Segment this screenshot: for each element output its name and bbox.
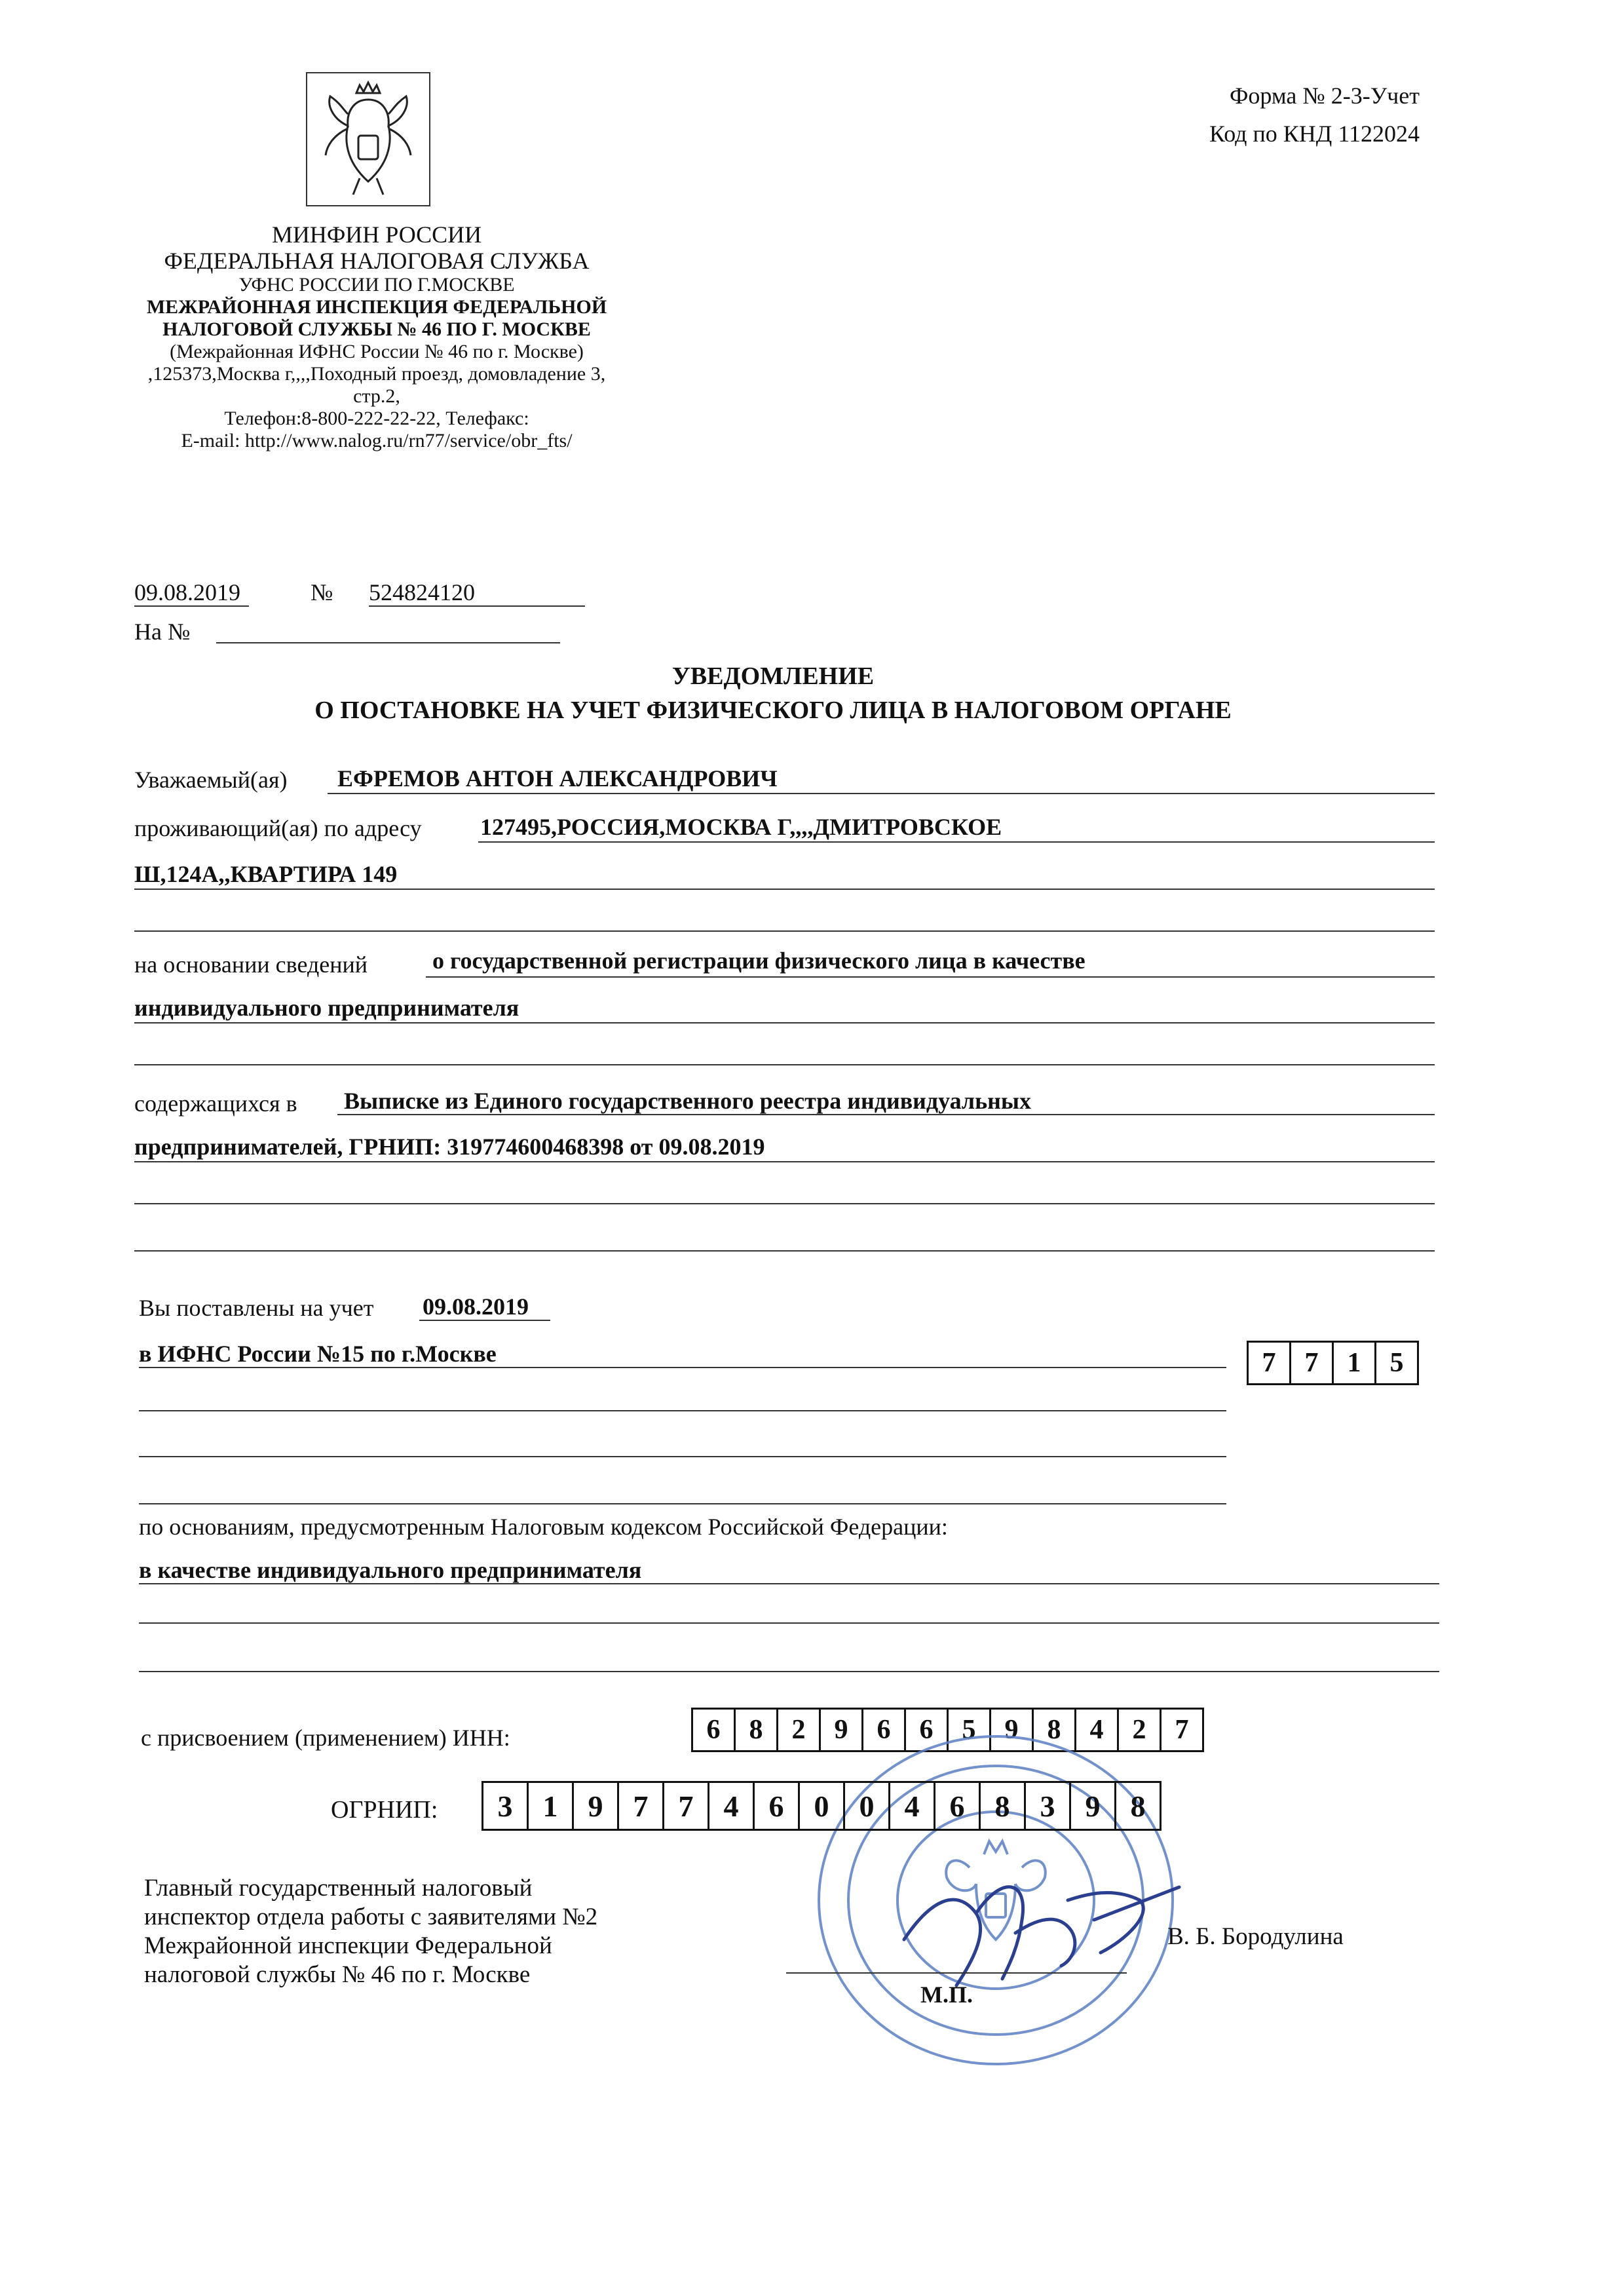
registration-date: 09.08.2019: [423, 1293, 529, 1320]
ogrnip-digit: 7: [617, 1781, 664, 1831]
address-line-1: 127495,РОССИЯ,МОСКВА Г,,,,ДМИТРОВСКОЕ: [480, 814, 1002, 840]
document-date: 09.08.2019: [134, 579, 240, 605]
authority-email: E-mail: http://www.nalog.ru/rn77/service/obr_fts/: [181, 430, 573, 451]
tax-office-code-digit: 7: [1247, 1341, 1291, 1385]
inn-digit: 4: [1074, 1708, 1119, 1752]
authority-address: ,125373,Москва г,,,,Походный проезд, домовладение 3,: [147, 363, 606, 385]
inn-digit: 5: [947, 1708, 991, 1752]
signer-position-line-4: налоговой службы № 46 по г. Москве: [144, 1961, 531, 1988]
form-knd-code: Код по КНД 1122024: [1209, 121, 1420, 147]
inn-digit: 6: [861, 1708, 906, 1752]
source-line-1: Выписке из Единого государственного реестра индивидуальных: [344, 1088, 1032, 1114]
form-number: Форма № 2-3-Учет: [1229, 83, 1420, 109]
document-number-label: №: [311, 579, 333, 605]
document-subtitle: О ПОСТАНОВКЕ НА УЧЕТ ФИЗИЧЕСКОГО ЛИЦА В НАЛОГОВОМ ОРГАНЕ: [314, 697, 1232, 724]
tax-office-name: в ИФНС России №15 по г.Москве: [139, 1341, 497, 1367]
reference-number-label: На №: [134, 619, 191, 645]
document-number: 524824120: [369, 579, 475, 605]
source-label: содержащихся в: [134, 1090, 297, 1117]
authority-phone: Телефон:8-800-222-22-22, Телефакс:: [224, 408, 529, 429]
authority-line-2: ФЕДЕРАЛЬНАЯ НАЛОГОВАЯ СЛУЖБА: [164, 248, 590, 274]
inn-digit: 7: [1160, 1708, 1204, 1752]
signer-name: В. Б. Бородулина: [1167, 1923, 1344, 1950]
address-line-2: Ш,124А,,КВАРТИРА 149: [134, 861, 398, 887]
ogrnip-digit: 4: [708, 1781, 755, 1831]
ogrnip-digit: 3: [482, 1781, 529, 1831]
inn-digit: 9: [989, 1708, 1034, 1752]
ogrnip-digit: 7: [662, 1781, 709, 1831]
ogrnip-digit: 9: [572, 1781, 619, 1831]
basis-line-1: о государственной регистрации физического лица в качестве: [432, 947, 1086, 974]
authority-line-1: МИНФИН РОССИИ: [271, 221, 482, 248]
signer-position-line-1: Главный государственный налоговый: [144, 1875, 533, 1902]
tax-office-code-digit: 1: [1332, 1341, 1376, 1385]
eagle-icon: [307, 73, 429, 205]
ogrnip-digit: 6: [753, 1781, 800, 1831]
inn-digit: 9: [819, 1708, 863, 1752]
ogrnip-digit: 9: [1069, 1781, 1116, 1831]
ogrnip-digits: [482, 1781, 1161, 1831]
ogrnip-label: ОГРНИП:: [331, 1796, 438, 1824]
stamp-place-label: М.П.: [920, 1981, 973, 2008]
address-label: проживающий(ая) по адресу: [134, 815, 422, 841]
document-title: УВЕДОМЛЕНИЕ: [671, 662, 875, 690]
inn-digit: 2: [1117, 1708, 1161, 1752]
addressee-label: Уважаемый(ая): [134, 767, 288, 793]
source-line-2: предпринимателей, ГРНИП: 319774600468398 от 09.08.2019: [134, 1134, 765, 1160]
inn-digit: 2: [776, 1708, 821, 1752]
ogrnip-digit: 0: [843, 1781, 890, 1831]
inn-digit: 8: [734, 1708, 778, 1752]
registration-label: Вы поставлены на учет: [139, 1295, 374, 1321]
tax-office-code: [1247, 1341, 1419, 1385]
grounds-line-1: в качестве индивидуального предпринимателя: [139, 1557, 642, 1583]
authority-header: [118, 221, 635, 452]
basis-label: на основании сведений: [134, 951, 368, 978]
authority-line-4: МЕЖРАЙОННАЯ ИНСПЕКЦИЯ ФЕДЕРАЛЬНОЙ: [146, 296, 607, 318]
signer-position: [144, 1874, 597, 1989]
ogrnip-digit: 6: [934, 1781, 981, 1831]
ogrnip-digit: 1: [527, 1781, 574, 1831]
signer-position-line-3: Межрайонной инспекции Федеральной: [144, 1932, 552, 1959]
inn-digit: 8: [1032, 1708, 1076, 1752]
tax-office-code-digit: 7: [1289, 1341, 1334, 1385]
authority-line-5: НАЛОГОВОЙ СЛУЖБЫ № 46 ПО Г. МОСКВЕ: [162, 318, 591, 340]
authority-line-6: (Межрайонная ИФНС России № 46 по г. Москве): [170, 341, 584, 362]
basis-line-2: индивидуального предпринимателя: [134, 995, 519, 1021]
inn-label: с присвоением (применением) ИНН:: [141, 1725, 510, 1751]
ogrnip-digit: 3: [1024, 1781, 1071, 1831]
ogrnip-digit: 4: [888, 1781, 935, 1831]
addressee-name: ЕФРЕМОВ АНТОН АЛЕКСАНДРОВИЧ: [337, 765, 778, 792]
tax-office-code-digit: 5: [1374, 1341, 1419, 1385]
authority-line-3: УФНС РОССИИ ПО Г.МОСКВЕ: [238, 274, 515, 296]
grounds-label: по основаниям, предусмотренным Налоговым кодексом Российской Федерации:: [139, 1514, 948, 1540]
ogrnip-digit: 0: [798, 1781, 845, 1831]
ogrnip-digit: 8: [979, 1781, 1026, 1831]
signer-position-line-2: инспектор отдела работы с заявителями №2: [144, 1904, 598, 1930]
coat-of-arms-emblem: [306, 72, 430, 206]
authority-address-building: стр.2,: [353, 385, 400, 407]
inn-digit: 6: [691, 1708, 736, 1752]
ogrnip-digit: 8: [1114, 1781, 1161, 1831]
inn-digit: 6: [904, 1708, 949, 1752]
